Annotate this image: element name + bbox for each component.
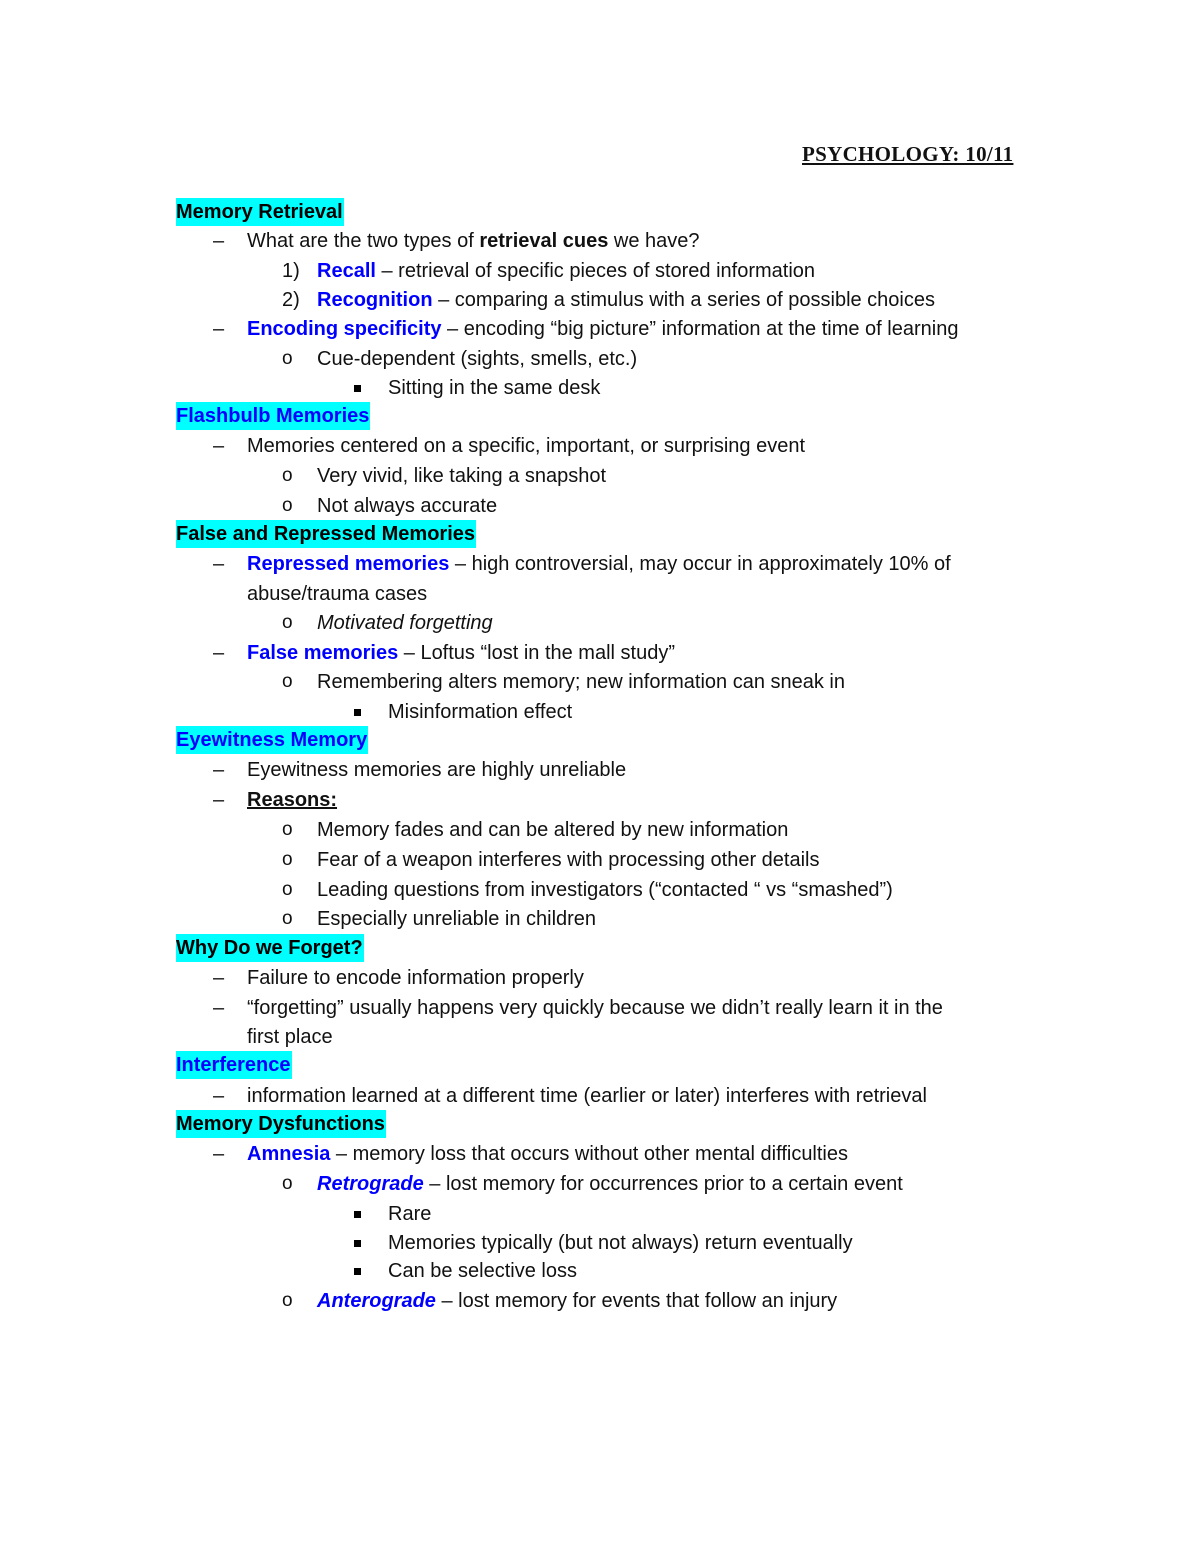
list-item <box>0 1228 1200 1258</box>
text: information learned at a different time (earlier or later) interferes with retrieval <box>247 1085 927 1107</box>
circle-bullet-icon: o <box>282 879 293 900</box>
text: Very vivid, like taking a snapshot <box>317 465 607 487</box>
list-item <box>0 875 1200 905</box>
bold-term: retrieval cues <box>479 230 609 252</box>
list-item <box>0 314 1200 344</box>
text: Motivated forgetting <box>317 612 493 634</box>
list-item <box>0 344 1200 374</box>
definition: – Loftus “lost in the mall study” <box>398 642 675 664</box>
definition: – high controversial, may occur in approximately 10% of <box>449 553 951 575</box>
number-marker: 1) <box>282 260 300 282</box>
circle-bullet-icon: o <box>282 348 293 369</box>
term-recognition: Recognition <box>317 289 433 311</box>
list-item <box>0 815 1200 845</box>
list-item <box>0 785 1200 815</box>
text: Memory fades and can be altered by new information <box>317 819 789 841</box>
dash-marker: – <box>213 789 225 811</box>
text: Fear of a weapon interferes with processing other details <box>317 849 820 871</box>
list-item <box>0 1169 1200 1199</box>
list-item-continuation <box>0 1022 1200 1052</box>
list-item <box>0 549 1200 579</box>
list-item-continuation <box>0 579 1200 609</box>
list-item <box>0 638 1200 668</box>
text: Eyewitness memories are highly unreliable <box>247 759 627 781</box>
circle-bullet-icon: o <box>282 849 293 870</box>
list-item <box>0 285 1200 315</box>
square-bullet-icon <box>354 1268 361 1275</box>
list-item <box>0 1081 1200 1111</box>
list-item <box>0 373 1200 403</box>
circle-bullet-icon: o <box>282 671 293 692</box>
circle-bullet-icon: o <box>282 1290 293 1311</box>
dash-marker: – <box>213 967 225 989</box>
text: Can be selective loss <box>388 1260 577 1282</box>
definition: – memory loss that occurs without other mental difficulties <box>330 1143 849 1165</box>
dash-marker: – <box>213 759 225 781</box>
list-item <box>0 431 1200 461</box>
text: Rare <box>388 1203 432 1225</box>
text: Cue-dependent (sights, smells, etc.) <box>317 348 638 370</box>
text: “forgetting” usually happens very quickly because we didn’t really learn it in the <box>247 997 943 1019</box>
list-item <box>0 608 1200 638</box>
text: Leading questions from investigators (“contacted “ vs “smashed”) <box>317 879 893 901</box>
circle-bullet-icon: o <box>282 819 293 840</box>
term-anterograde: Anterograde <box>317 1290 436 1312</box>
list-item <box>0 226 1200 256</box>
reasons-label: Reasons: <box>247 789 338 811</box>
text: first place <box>247 1026 333 1048</box>
circle-bullet-icon: o <box>282 495 293 516</box>
text: we have? <box>608 230 700 252</box>
dash-marker: – <box>213 318 225 340</box>
list-item <box>0 667 1200 697</box>
square-bullet-icon <box>354 709 361 716</box>
list-item <box>0 845 1200 875</box>
term-retrograde: Retrograde <box>317 1173 424 1195</box>
dash-marker: – <box>213 1143 225 1165</box>
term-repressed-memories: Repressed memories <box>247 553 450 575</box>
square-bullet-icon <box>354 1240 361 1247</box>
list-item <box>0 993 1200 1023</box>
dash-marker: – <box>213 553 225 575</box>
list-item <box>0 963 1200 993</box>
list-item <box>0 1286 1200 1316</box>
heading-interference: Interference <box>176 1051 292 1079</box>
square-bullet-icon <box>354 1211 361 1218</box>
text: Memories centered on a specific, important, or surprising event <box>247 435 806 457</box>
definition: – encoding “big picture” information at the time of learning <box>441 318 959 340</box>
term-false-memories: False memories <box>247 642 399 664</box>
term-amnesia: Amnesia <box>247 1143 331 1165</box>
heading-memory-dysfunctions: Memory Dysfunctions <box>176 1110 386 1138</box>
list-item <box>0 491 1200 521</box>
dash-marker: – <box>213 1085 225 1107</box>
text: abuse/trauma cases <box>247 583 428 605</box>
heading-false-repressed-memories: False and Repressed Memories <box>176 520 476 548</box>
square-bullet-icon <box>354 385 361 392</box>
definition: – retrieval of specific pieces of stored information <box>375 260 816 282</box>
list-item <box>0 1199 1200 1229</box>
list-item <box>0 1256 1200 1286</box>
list-item <box>0 1139 1200 1169</box>
definition: – comparing a stimulus with a series of possible choices <box>432 289 935 311</box>
text: What are the two types of <box>247 230 480 252</box>
text: Especially unreliable in children <box>317 908 597 930</box>
dash-marker: – <box>213 435 225 457</box>
list-item <box>0 904 1200 934</box>
heading-eyewitness-memory: Eyewitness Memory <box>176 726 368 754</box>
list-item <box>0 697 1200 727</box>
text: Failure to encode information properly <box>247 967 584 989</box>
text: Misinformation effect <box>388 701 573 723</box>
circle-bullet-icon: o <box>282 908 293 929</box>
dash-marker: – <box>213 230 225 252</box>
text: Remembering alters memory; new information can sneak in <box>317 671 845 693</box>
term-encoding-specificity: Encoding specificity <box>247 318 442 340</box>
dash-marker: – <box>213 642 225 664</box>
page-title: PSYCHOLOGY: 10/11 <box>802 142 1014 166</box>
circle-bullet-icon: o <box>282 612 293 633</box>
heading-why-do-we-forget: Why Do we Forget? <box>176 934 364 962</box>
heading-memory-retrieval: Memory Retrieval <box>176 198 344 226</box>
list-item <box>0 755 1200 785</box>
circle-bullet-icon: o <box>282 1173 293 1194</box>
dash-marker: – <box>213 997 225 1019</box>
list-item <box>0 256 1200 286</box>
text: Memories typically (but not always) return eventually <box>388 1232 853 1254</box>
term-recall: Recall <box>317 260 376 282</box>
circle-bullet-icon: o <box>282 465 293 486</box>
list-item <box>0 461 1200 491</box>
definition: – lost memory for occurrences prior to a certain event <box>423 1173 903 1195</box>
text: Not always accurate <box>317 495 498 517</box>
number-marker: 2) <box>282 289 300 311</box>
definition: – lost memory for events that follow an injury <box>435 1290 838 1312</box>
text: Sitting in the same desk <box>388 377 601 399</box>
heading-flashbulb-memories: Flashbulb Memories <box>176 402 370 430</box>
